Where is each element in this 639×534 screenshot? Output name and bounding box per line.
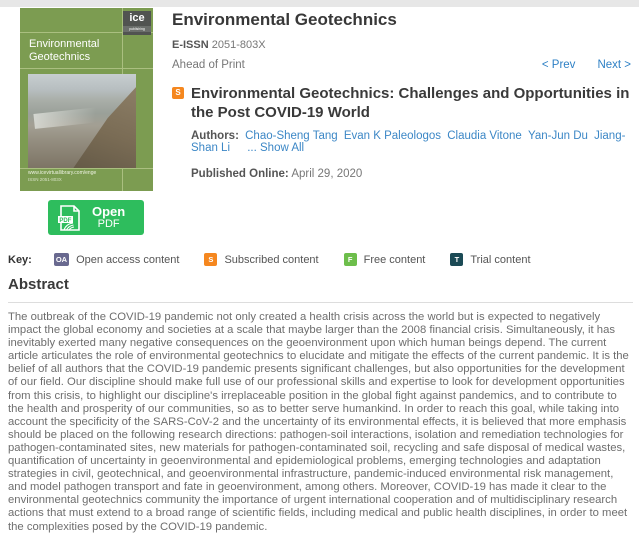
content-key-legend: [8, 253, 556, 266]
ahead-of-print-label: Ahead of Print: [172, 59, 245, 71]
published-online-row: [191, 168, 631, 180]
journal-eissn: [172, 39, 631, 51]
pdf-file-icon: [57, 205, 83, 231]
article-info-column: [172, 10, 631, 180]
abstract-section: [8, 276, 633, 534]
key-item-open-access: [54, 253, 180, 266]
cover-footer: [28, 170, 145, 183]
abstract-text: The outbreak of the COVID-19 pandemic not only created a health crisis across the world but is expected to negatively impact the global economy and societies at a scale that maybe larger than the 2008 financial crisis. Simultaneously, it has inevitably exerted many negative consequences on the geoenvironment upon which human beings depend. The current article articulates the role of environmental geotechnics to elucidate and mitigate the effects of the current pandemic. It is the belief of all authors that the COVID-19 pandemic presents significant challenges, but also opportunities for the development of our field. Our discipline should make full use of our professional skills and expertise to look for development opportunities from this crisis, to highlight our discipline's irreplaceable position in the global fight against pandemics, and to contribute to the health and prosperity of our communities, so as to better serve humankind. In order to reach this goal, while taking into account the specificity of the SARS-CoV-2 and the uncertainty of its environmental effects, it is believed that more emphasis should be placed on the following research directions: pathogen-soil interactions, isolation and remediation technologies for pathogen-contaminated sites, new materials for pathogen-contaminated soil, recycling and safe disposal of medical wastes, quantification of uncertainty in geoenvironmental and epidemiological problems, emerging technologies and adaptation strategies in civil, geotechnical, and geoenvironmental infrastructure, pandemic-induced environmental risk management, and model pathogen transport and fate in geoenvironment, among others. Moreover, COVID-19 has made it clear to the environmental geotechnics community the importance of urgent international cooperation and of multidisciplinary research actions that must extend to a broad range of scientific fields, including medical and public health disciplines, in order to meet the complexities posed by the COVID-19 pandemic.: [8, 311, 629, 533]
cover-landscape-photo: [28, 74, 136, 168]
next-article-link[interactable]: Next >: [597, 59, 631, 71]
cover-grid-line: [20, 68, 153, 69]
free-label: Free content: [363, 253, 426, 266]
subscribed-badge: S: [204, 253, 217, 266]
article-entry: [172, 84, 631, 180]
authors-label: Authors:: [191, 130, 239, 142]
trial-badge: T: [450, 253, 463, 266]
pdf-button-line1: Open: [92, 203, 126, 219]
ice-logo-text: ice: [129, 12, 145, 24]
key-item-free: [344, 253, 426, 266]
journal-title: Environmental Geotechnics: [172, 10, 397, 29]
open-access-badge: OA: [55, 255, 68, 264]
eissn-value: 2051-803X: [211, 39, 266, 51]
key-item-subscribed: [204, 253, 318, 266]
cover-footer-issn: ISSN 2051-803X: [28, 177, 62, 182]
article-title: Environmental Geotechnics: Challenges and Opportunities in the Post COVID-19 World: [191, 85, 630, 121]
open-pdf-button[interactable]: [48, 200, 144, 235]
key-item-trial: [450, 253, 530, 266]
pdf-button-line2: PDF: [97, 217, 120, 230]
subscribed-label: Subscribed content: [224, 253, 319, 266]
journal-cover-thumbnail[interactable]: [20, 8, 153, 191]
author-link[interactable]: Yan-Jun Du: [528, 130, 588, 142]
author-link[interactable]: Chao-Sheng Tang: [245, 130, 338, 142]
author-link[interactable]: Evan K Paleologos: [343, 130, 442, 142]
published-online-label: Published Online:: [191, 168, 289, 180]
cover-grid-line: [20, 168, 153, 169]
cover-footer-url: www.icevirtuallibrary.com/enge: [28, 170, 97, 176]
ice-publishing-logo: [123, 11, 151, 35]
abstract-divider: [8, 302, 633, 303]
svg-text:PDF: PDF: [59, 217, 72, 224]
open-access-label: Open access content: [76, 253, 180, 266]
pdf-button-text: [92, 205, 125, 231]
authors-row: [191, 130, 631, 154]
subscribed-content-badge: S: [172, 87, 184, 99]
ice-logo-subtext: publishing: [123, 26, 151, 32]
show-all-authors-link[interactable]: ... Show All: [247, 142, 305, 154]
eissn-label: E-ISSN: [172, 39, 209, 51]
prev-article-link[interactable]: < Prev: [541, 59, 576, 71]
key-label: Key:: [8, 253, 32, 266]
page-top-strip: [0, 0, 639, 7]
trial-label: Trial content: [470, 253, 531, 266]
cover-journal-title: Environmental Geotechnics: [29, 38, 100, 63]
free-badge: F: [344, 253, 357, 266]
published-online-date: April 29, 2020: [291, 168, 363, 180]
abstract-heading: Abstract: [8, 276, 69, 293]
author-link[interactable]: Jiang-Shan Li: [191, 130, 626, 154]
author-link[interactable]: Claudia Vitone: [447, 130, 522, 142]
